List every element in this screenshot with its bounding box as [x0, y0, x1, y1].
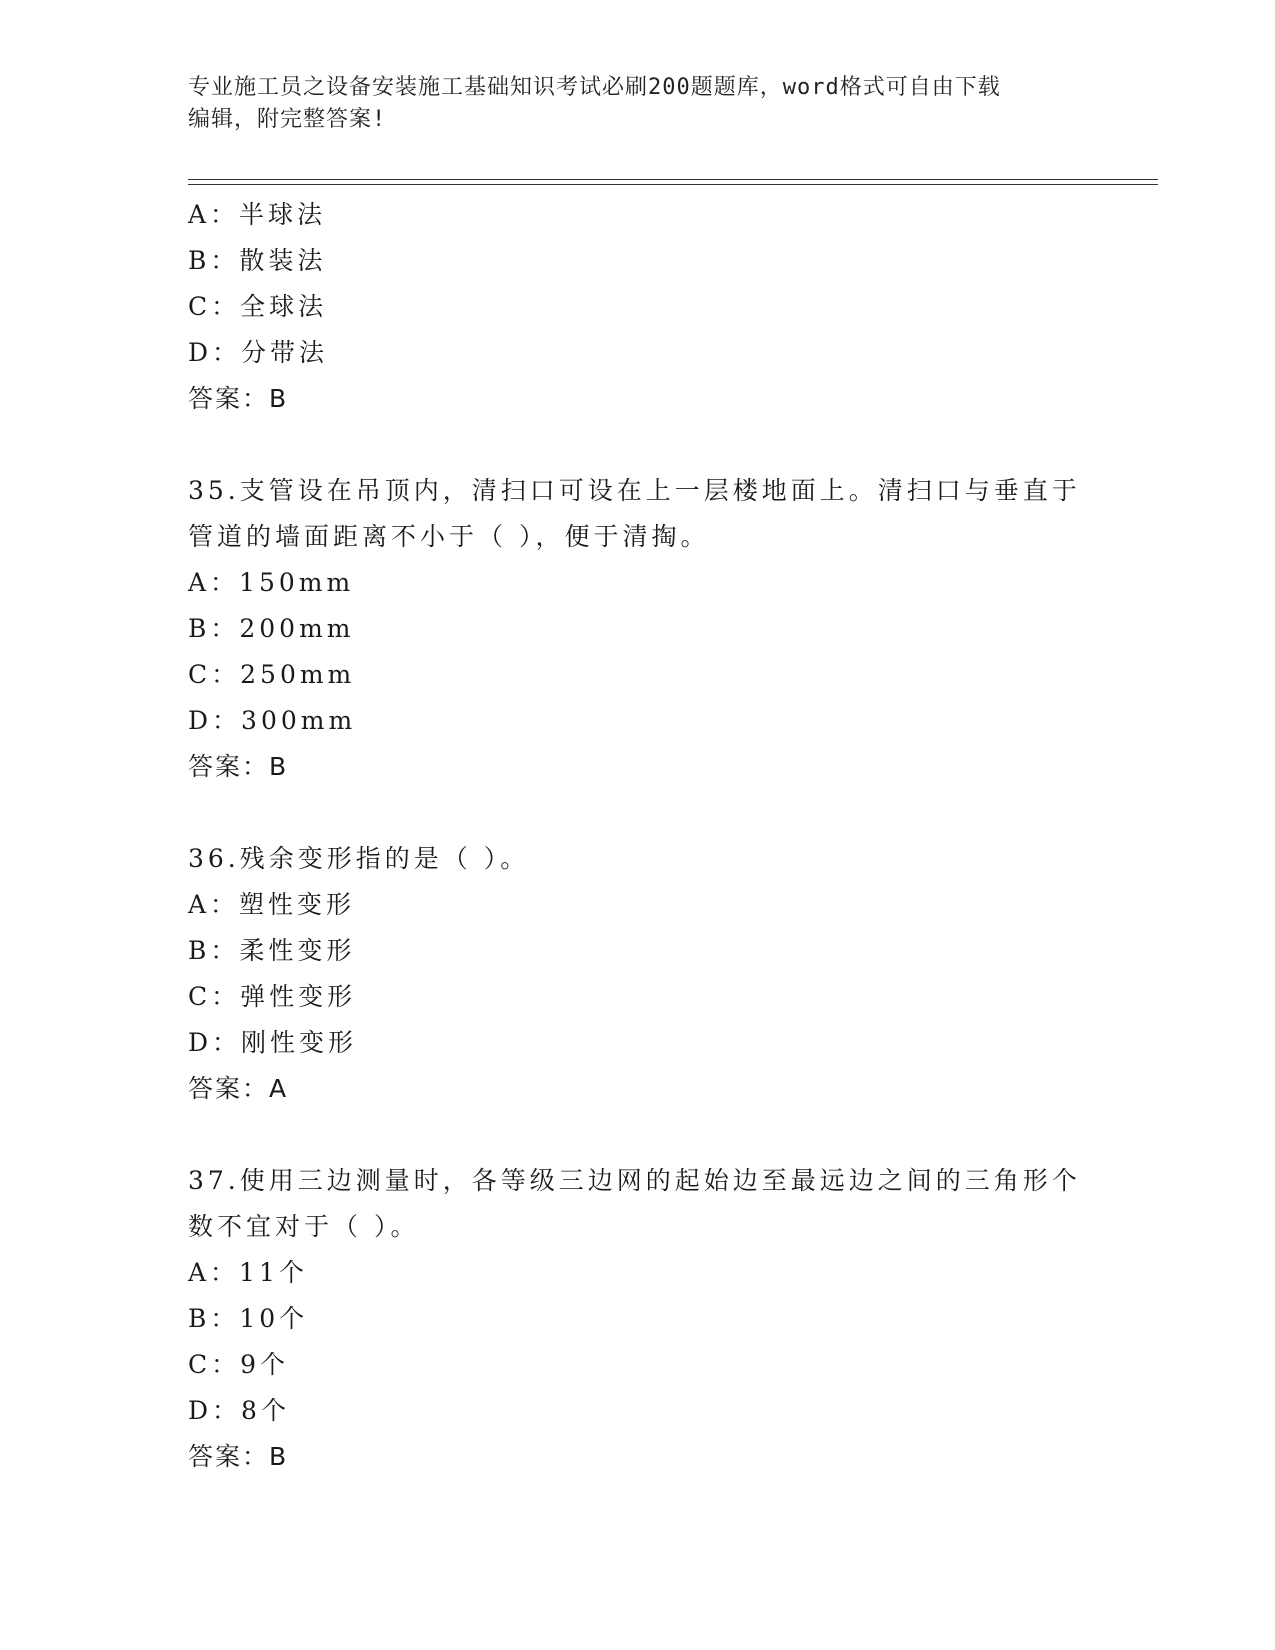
- q37-text-line1: 37.使用三边测量时，各等级三边网的起始边至最远边之间的三角形个: [188, 1166, 1081, 1195]
- question-34: [188, 192, 1088, 422]
- question-36: [188, 836, 1088, 1112]
- q37-option-d: D：8个: [188, 1396, 290, 1425]
- document-header: [188, 72, 1068, 136]
- question-37: [188, 1158, 1088, 1480]
- spacer: [188, 790, 1088, 836]
- q36-answer: 答案：A: [188, 1074, 289, 1103]
- q37-option-a: A：11个: [188, 1258, 308, 1287]
- header-rule-bottom: [188, 184, 1158, 185]
- q35-option-b: B：200mm: [188, 614, 355, 643]
- q34-option-d: D：分带法: [188, 338, 329, 367]
- header-title-line1: 专业施工员之设备安装施工基础知识考试必刷200题题库，word格式可自由下载: [188, 75, 1001, 100]
- header-rule-top: [188, 179, 1158, 180]
- header-title-line2: 编辑，附完整答案!: [188, 107, 387, 132]
- spacer: [188, 422, 1088, 468]
- question-content: [188, 192, 1088, 1480]
- q36-option-b: B：柔性变形: [188, 936, 356, 965]
- q35-answer: 答案：B: [188, 752, 289, 781]
- q35-text-line1: 35.支管设在吊顶内，清扫口可设在上一层楼地面上。清扫口与垂直于: [188, 476, 1081, 505]
- q35-text-line2: 管道的墙面距离不小于（ ），便于清掏。: [188, 522, 710, 551]
- q36-text-line1: 36.残余变形指的是（ ）。: [188, 844, 530, 873]
- q37-option-b: B：10个: [188, 1304, 309, 1333]
- q34-option-a: A：半球法: [188, 200, 327, 229]
- q35-option-a: A：150mm: [188, 568, 355, 597]
- q34-option-b: B：散装法: [188, 246, 327, 275]
- q34-option-c: C：全球法: [188, 292, 328, 321]
- question-35: [188, 468, 1088, 790]
- q36-option-a: A：塑性变形: [188, 890, 356, 919]
- q37-text-line2: 数不宜对于（ ）。: [188, 1212, 420, 1241]
- q35-option-d: D：300mm: [188, 706, 357, 735]
- spacer: [188, 1112, 1088, 1158]
- q35-option-c: C：250mm: [188, 660, 356, 689]
- q37-option-c: C：9个: [188, 1350, 290, 1379]
- q36-option-c: C：弹性变形: [188, 982, 357, 1011]
- q37-answer: 答案：B: [188, 1442, 289, 1471]
- q36-option-d: D：刚性变形: [188, 1028, 358, 1057]
- q34-answer: 答案：B: [188, 384, 289, 413]
